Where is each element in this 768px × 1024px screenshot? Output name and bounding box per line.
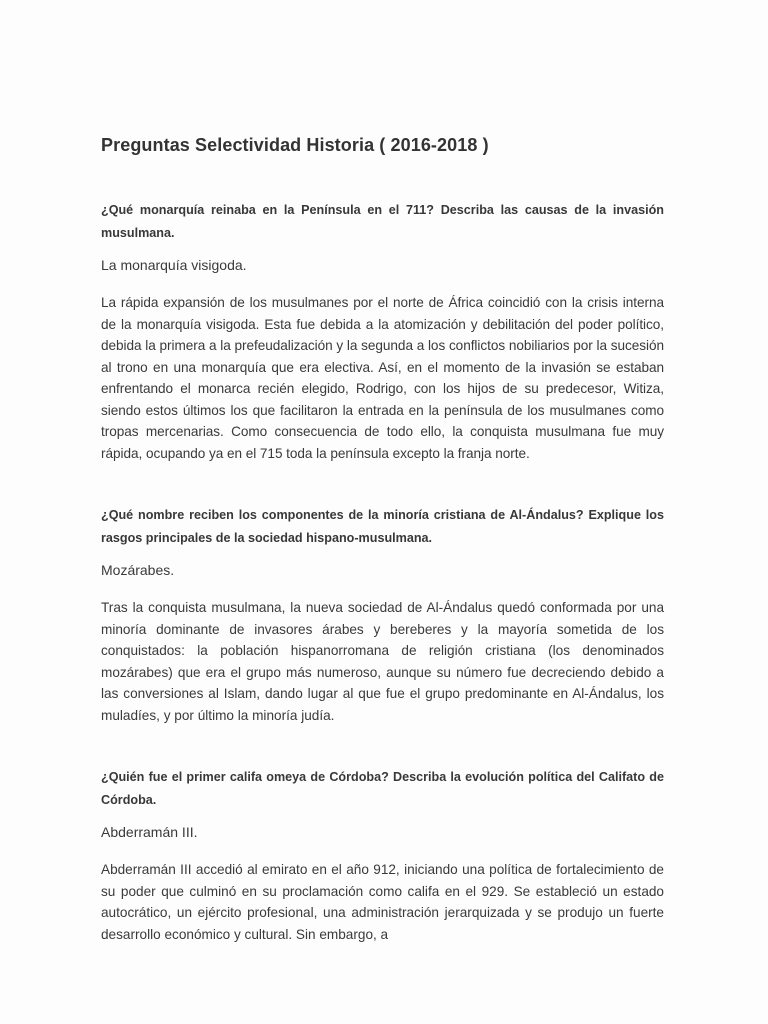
- answer-paragraph-1: La rápida expansión de los musulmanes por el norte de África coincidió con la crisis interna de la monarquía visigoda. Esta fue debida a la atomización y debilitación del poder político, debida la primera a la prefeudalización y la segunda a los conflictos nobiliarios por la sucesión al trono en una monarquía que era electiva. Así, en el momento de la invasión se estaban enfrentando el monarca recién elegido, Rodrigo, con los hijos de su predecesor, Witiza, siendo estos últimos los que facilitaron la entrada en la península de los musulmanes como tropas mercenarias. Como consecuencia de todo ello, la conquista musulmana fue muy rápida, ocupando ya en el 715 toda la península excepto la franja norte.: [101, 295, 664, 461]
- short-answer-3: Abderramán III.: [101, 824, 198, 840]
- question-1: ¿Qué monarquía reinaba en la Península en el 711? Describa las causas de la invasión musulmana.: [101, 203, 664, 240]
- question-section-3: [101, 766, 664, 945]
- question-section-2: [101, 504, 664, 726]
- short-answer-1: La monarquía visigoda.: [101, 257, 247, 273]
- answer-paragraph-3: Abderramán III accedió al emirato en el año 912, iniciando una política de fortalecimiento de su poder que culminó en su proclamación como califa en el 929. Se estableció un estado autocrático, un ejército profesional, una administración jerarquizada y se produjo un fuerte desarrollo económico y cultural. Sin embargo, a: [101, 862, 664, 942]
- question-3: ¿Quién fue el primer califa omeya de Córdoba? Describa la evolución política del Califato de Córdoba.: [101, 770, 664, 807]
- question-2: ¿Qué nombre reciben los componentes de la minoría cristiana de Al-Ándalus? Explique los rasgos principales de la sociedad hispano-musulmana.: [101, 508, 664, 545]
- question-section-1: [101, 199, 664, 464]
- answer-paragraph-2: Tras la conquista musulmana, la nueva sociedad de Al-Ándalus quedó conformada por una minoría dominante de invasores árabes y bereberes y la mayoría sometida de los conquistados: la población hispanorromana de religión cristiana (los denominados mozárabes) que era el grupo más numeroso, aunque su número fue decreciendo debido a las conversiones al Islam, dando lugar al que fue el grupo predominante en Al-Ándalus, los muladíes, y por último la minoría judía.: [101, 600, 664, 723]
- document-body: [101, 135, 664, 945]
- short-answer-2: Mozárabes.: [101, 562, 175, 578]
- document-title: Preguntas Selectividad Historia ( 2016-2018 ): [101, 135, 489, 155]
